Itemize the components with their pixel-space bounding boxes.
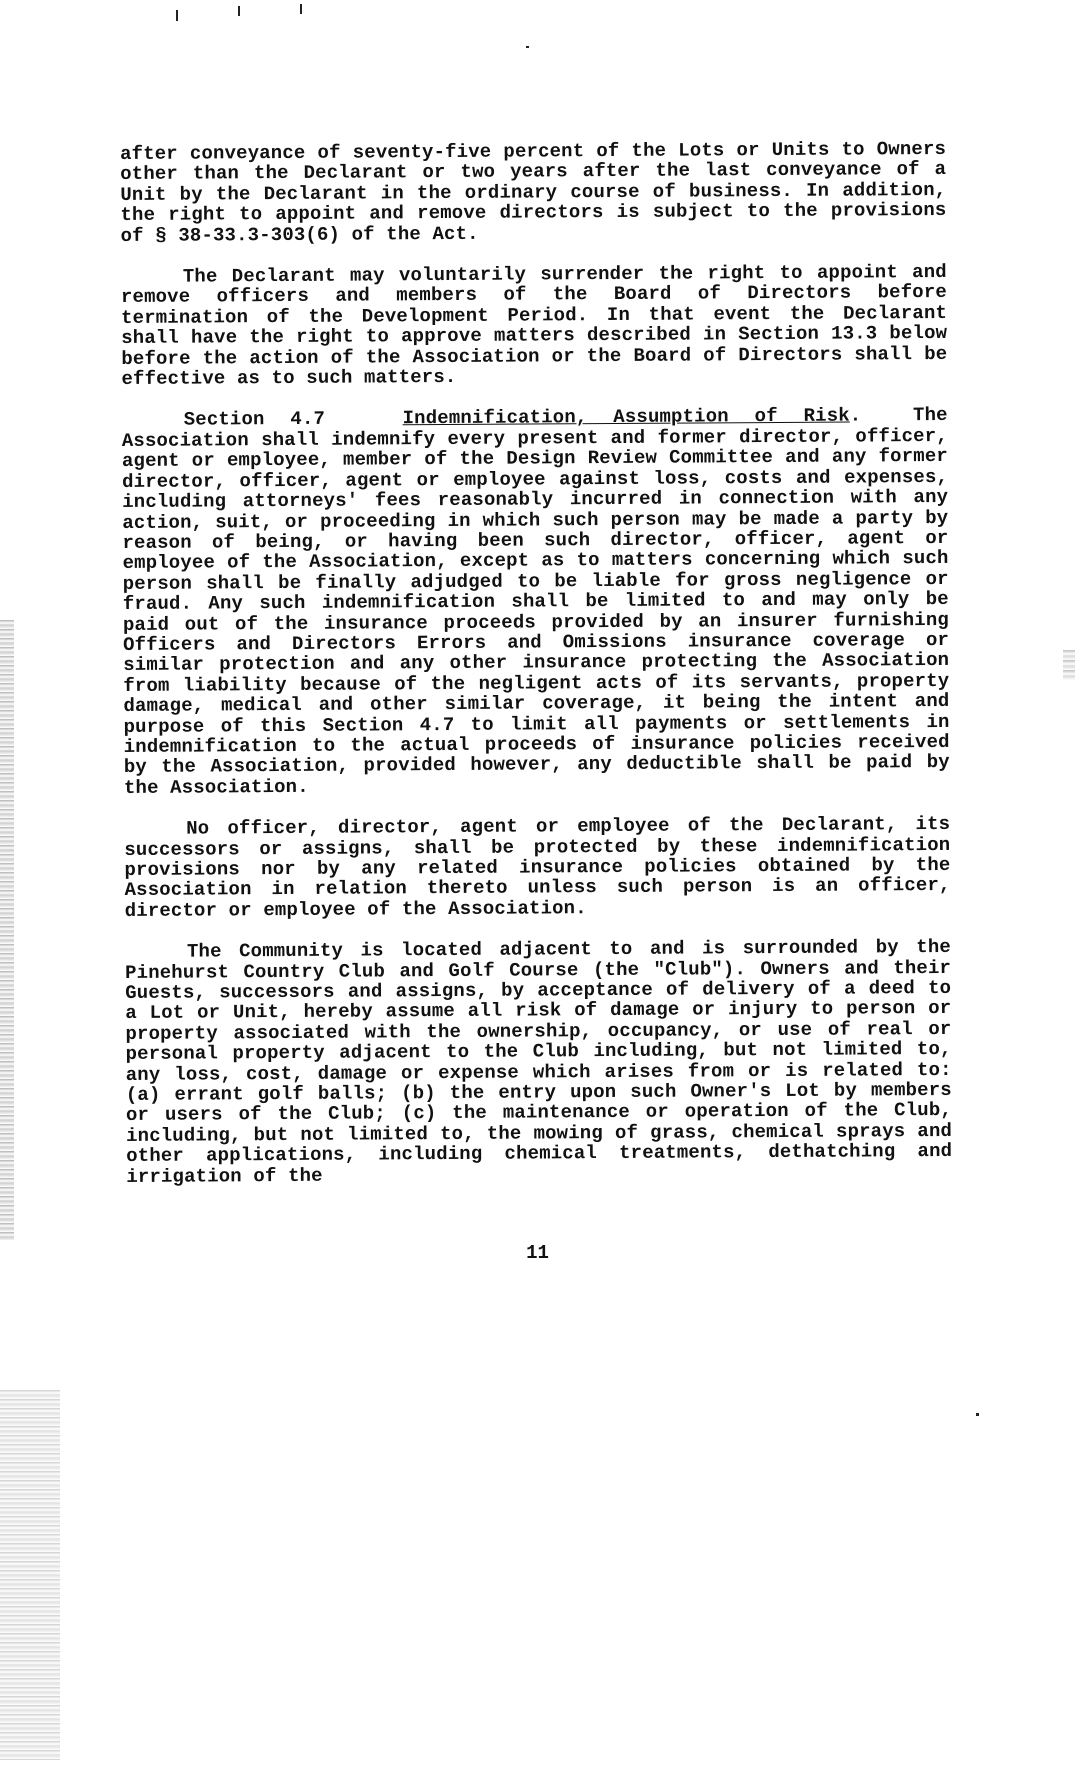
paragraph-2: The Declarant may voluntarily surrender the right to appoint and remove officers and members of the Board of Directors before termination of the Development Period. In that event the Declarant shall have the right to approve matters described in Section 13.3 below before the action of the Association or the Board of Directors shall be effective as to such matters.	[120, 260, 948, 391]
section-body: The Association shall indemnify every present and former director, officer, agent or employee, member of the Design Review Committee and any former director, officer, agent or employee against loss, costs and expenses, including attorneys' fees reasonably incurred in connection with any action, suit, or proceeding in which such person may be made a party by reason of being, or having been such director, officer, agent or employee of the Association, except as to matters concerning which such person shall be finally adjudged to be liable for gross negligence or fraud. Any such indemnification shall be limited to and may only be paid out of the insurance proceeds provided by an insurer furnishing Officers and Directors Errors and Omissions insurance coverage or similar protection and any other insurance protecting the Association from liability because of the negligent acts of its servants, property damage, medical and other similar coverage, it being the intent and purpose of this Section 4.7 to limit all payments or settlements in indemnification to the actual proceeds of insurance policies received by the Association, provided however, any deductible shall be paid by the Association.	[121, 404, 950, 799]
section-title: Indemnification, Assumption of Risk	[402, 405, 850, 430]
paragraph-5: The Community is located adjacent to and is surrounded by the Pinehurst Country Club and Golf Course (the "Club"). Owners and their Guests, successors and assigns, by acceptance of delivery of a deed to a Lot or Unit, hereby assume all risk of damage or injury to person or property associated with the ownership, occupancy, or use of real or personal property adjacent to the Club including, but not limited to, any loss, cost, damage or expense which arises from or is related to: (a) errant golf balls; (b) the entry upon such Owner's Lot by members or users of the Club; (c) the maintenance or operation of the Club, including, but not limited to, the mowing of grass, chemical sprays and other applications, including chemical treatments, dethatching and irrigation of the	[124, 936, 953, 1188]
scan-mark	[300, 4, 302, 14]
scan-edge-noise	[0, 1390, 60, 1760]
scan-mark	[176, 10, 178, 21]
paragraph-section-4-7: Section 4.7 Indemnification, Assumption of Risk. The Association shall indemnify every present and former director, officer, agent or employee, member of the Design Review Committee and any former director, officer, agent or employee against loss, costs and expenses, including attorneys' fees reasonably incurred in connection with any action, suit, or proceeding in which such person may be made a party by reason of being, or having been such director, officer, agent or employee of the Association, except as to matters concerning which such person shall be finally adjudged to be liable for gross negligence or fraud. Any such indemnification shall be limited to and may only be paid out of the insurance proceeds provided by an insurer furnishing Officers and Directors Errors and Omissions insurance coverage or similar protection and any other insurance protecting the Association from liability because of the negligent acts of its servants, property damage, medical and other similar coverage, it being the intent and purpose of this Section 4.7 to limit all payments or settlements in indemnification to the actual proceeds of insurance policies received by the Association, provided however, any deductible shall be paid by the Association.	[121, 404, 950, 799]
page-number: 11	[526, 1242, 549, 1264]
document-body	[120, 139, 952, 1187]
scan-edge-noise	[0, 620, 14, 1240]
scan-mark	[238, 6, 240, 16]
section-label: Section 4.7	[183, 408, 326, 432]
paragraph-4: No officer, director, agent or employee of the Declarant, its successors or assigns, shall be protected by these indemnification provisions nor by any related insurance policies obtained by the Association in relation thereto unless such person is an officer, director or employee of the Association.	[124, 813, 951, 922]
scan-mark	[976, 1413, 979, 1416]
scan-mark	[526, 46, 529, 48]
paragraph-1: after conveyance of seventy-five percent of the Lots or Units to Owners other than the Declarant or two years after the last conveyance of a Unit by the Declarant in the ordinary course of business. In addition, the right to appoint and remove directors is subject to the provisions of § 38-33.3-303(6) of the Act.	[119, 137, 947, 247]
scan-edge-noise	[1063, 650, 1075, 680]
